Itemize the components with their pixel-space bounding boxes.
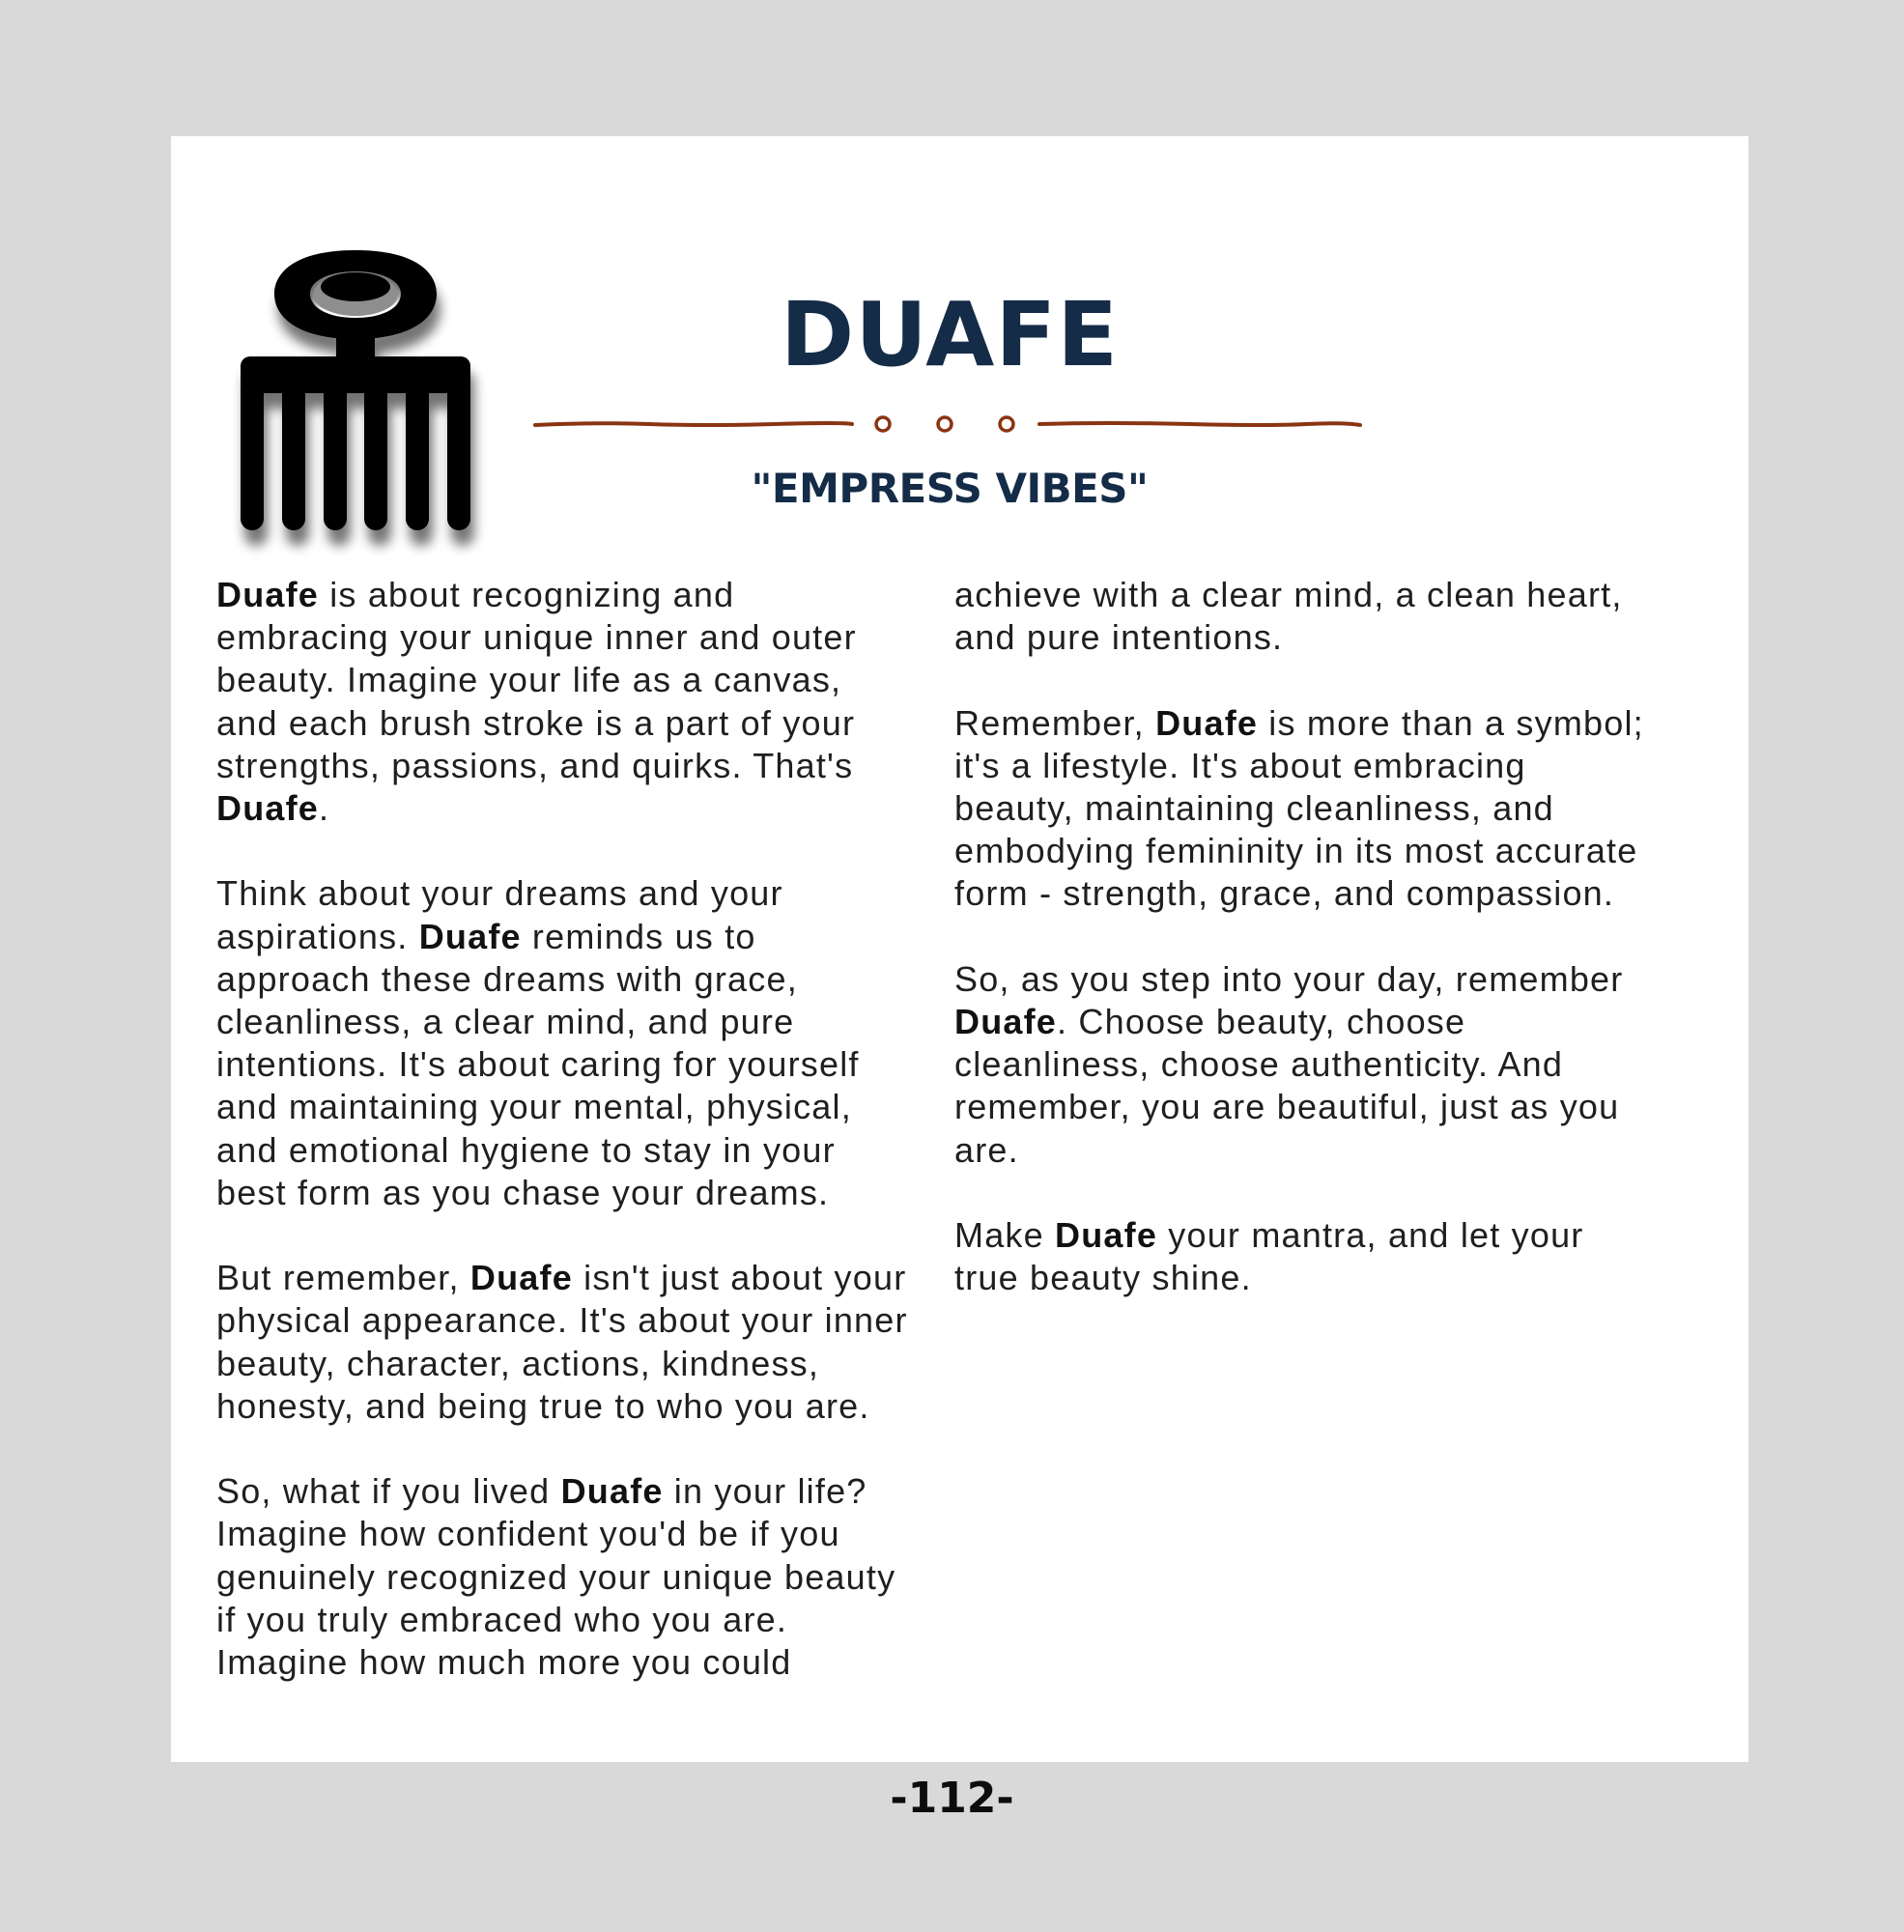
bold-term: Duafe <box>469 1258 573 1298</box>
paragraph: Duafe is about recognizing and embracing your unique inner and outer beauty. Imagine your life as a canvas, and each brush stroke is a part of your strengths, passions, and quirks. That's Duafe. <box>216 575 857 829</box>
bold-term: Duafe <box>216 575 320 614</box>
paragraph: Remember, Duafe is more than a symbol; it's a lifestyle. It's about embracing beauty, maintaining cleanliness, and embodying femininity in its most accurate form - strength, grace, and compassion. <box>954 702 1644 914</box>
paragraph: So, as you step into your day, remember Duafe. Choose beauty, choose cleanliness, choose authenticity. And remember, you are beautiful, just as you are. <box>954 958 1624 1170</box>
paragraph: Make Duafe your mantra, and let your true beauty shine. <box>954 1215 1584 1298</box>
paragraph: achieve with a clear mind, a clean heart, and pure intentions. <box>954 575 1623 658</box>
page-title: DUAFE <box>780 283 1120 386</box>
paragraph: So, what if you lived Duafe in your life? Imagine how confident you'd be if you genuinely recognized your unique beauty if you truly embraced who you are. Imagine how much more you could <box>216 1471 896 1683</box>
text-column-right <box>954 574 1650 1299</box>
bold-term: Duafe <box>954 1002 1058 1041</box>
book-page <box>171 136 1748 1762</box>
page-number: -112- <box>890 1774 1014 1823</box>
bold-term: Duafe <box>1055 1215 1158 1255</box>
bold-term: Duafe <box>418 916 522 956</box>
bold-term: Duafe <box>1155 702 1259 743</box>
bold-term: Duafe <box>560 1471 664 1512</box>
bold-term: Duafe <box>216 788 320 829</box>
ornamental-divider <box>533 411 1362 438</box>
text-column-left <box>216 574 912 1684</box>
page-subtitle: "EMPRESS VIBES" <box>751 465 1149 512</box>
paragraph: Think about your dreams and your aspirations. Duafe reminds us to approach these dreams with grace, cleanliness, a clear mind, and pure intentions. It's about caring for yourself and maintaining your mental, physical, and emotional hygiene to stay in your best form as you chase your dreams. <box>216 873 860 1212</box>
paragraph: But remember, Duafe isn't just about your physical appearance. It's about your inner beauty, character, actions, kindness, honesty, and being true to who you are. <box>216 1258 908 1426</box>
